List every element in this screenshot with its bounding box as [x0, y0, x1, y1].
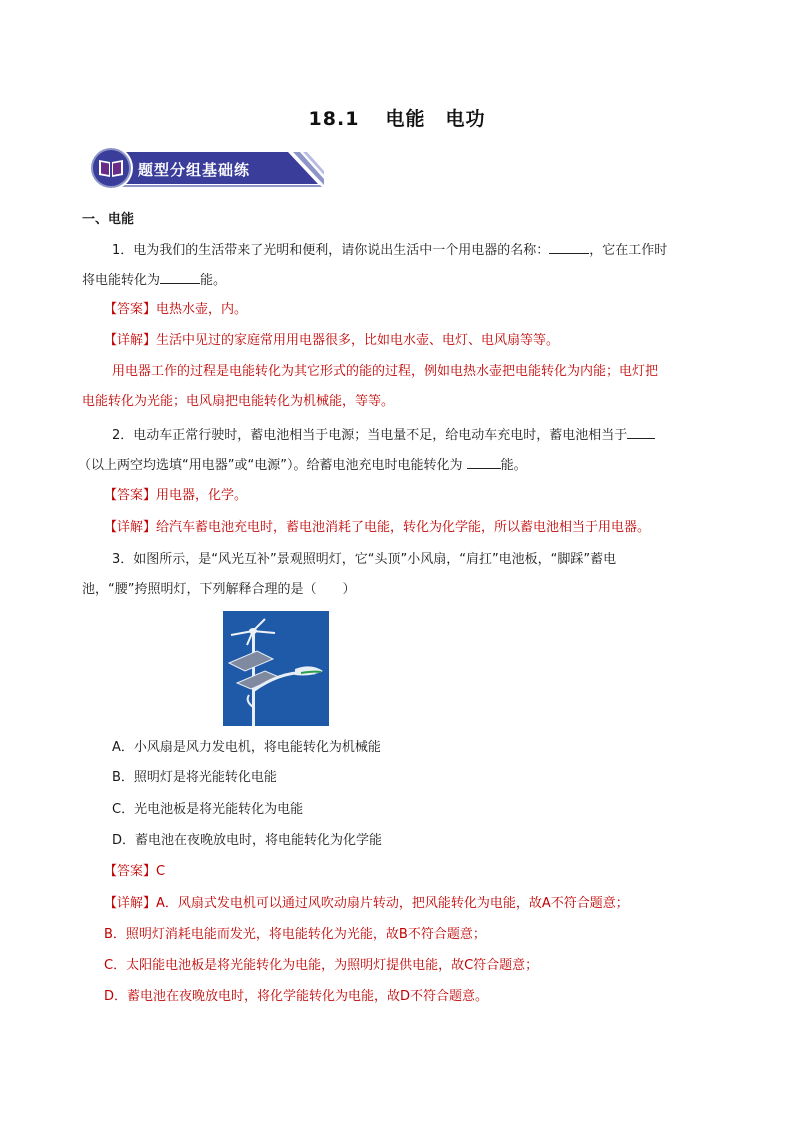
title-number: 18.1 — [308, 108, 360, 130]
q1-answer: 【答案】电热水壶，内。 — [104, 302, 248, 317]
blank[interactable] — [627, 424, 655, 439]
q2-answer: 【答案】用电器，化学。 — [104, 488, 248, 503]
page-title — [0, 104, 794, 131]
q1-detail-line2: 用电器工作的过程是电能转化为其它形式的能的过程，例如电热水壶把电能转化为内能；电灯把 — [112, 364, 659, 379]
q3-detail-c: C．太阳能电池板是将光能转化为电能，为照明灯提供电能，故C符合题意； — [104, 958, 539, 973]
q1-line1: 1．电为我们的生活带来了光明和便利，请你说出生活中一个用电器的名称： ，它在工作时 — [112, 239, 667, 261]
section-heading: 一、电能 — [82, 212, 135, 227]
q3-detail-b: B．照明灯消耗电能而发光，将电能转化为光能，故B不符合题意； — [104, 927, 486, 942]
q1-detail-line3: 电能转化为光能；电风扇把电能转化为机械能，等等。 — [82, 394, 395, 409]
q1-line2: 将电能转化为 能。 — [82, 269, 226, 291]
q3-detail-d: D．蓄电池在夜晚放电时，将化学能转化为电能，故D不符合题意。 — [104, 989, 489, 1004]
q3-answer: 【答案】C — [104, 864, 166, 879]
title-name: 电能 电功 — [385, 108, 486, 130]
q2-line2: （以上两空均选填“用电器”或“电源”）。给蓄电池充电时电能转化为 能。 — [78, 454, 527, 476]
blank[interactable] — [160, 269, 200, 284]
q2-detail: 【详解】给汽车蓄电池充电时，蓄电池消耗了电能，转化为化学能，所以蓄电池相当于用电器。 — [104, 520, 651, 535]
q2-line1: 2．电动车正常行驶时，蓄电池相当于电源；当电量不足，给电动车充电时，蓄电池相当于 — [112, 424, 655, 446]
q1-detail: 【详解】生活中见过的家庭常用用电器很多，比如电水壶、电灯、电风扇等等。 — [104, 333, 560, 348]
q3-option-a: A．小风扇是风力发电机，将电能转化为机械能 — [112, 740, 381, 755]
q3-option-b: B．照明灯是将光能转化电能 — [112, 770, 277, 785]
q3-detail: 【详解】A．风扇式发电机可以通过风吹动扇片转动，把风能转化为电能，故A不符合题意； — [104, 896, 629, 911]
blank[interactable] — [549, 239, 589, 254]
streetlight-figure — [223, 611, 329, 726]
q3-line1: 3．如图所示，是“风光互补”景观照明灯，它“头顶”小风扇，“肩扛”电池板，“脚踩”蓄电 — [112, 552, 617, 567]
q3-option-d: D．蓄电池在夜晚放电时，将电能转化为化学能 — [112, 833, 383, 848]
q3-line2: 池，“腰”挎照明灯，下列解释合理的是（ ） — [82, 582, 356, 597]
blank[interactable] — [467, 454, 501, 469]
q3-option-c: C．光电池板是将光能转化为电能 — [112, 802, 304, 817]
banner-label: 题型分组基础练 — [138, 161, 251, 179]
